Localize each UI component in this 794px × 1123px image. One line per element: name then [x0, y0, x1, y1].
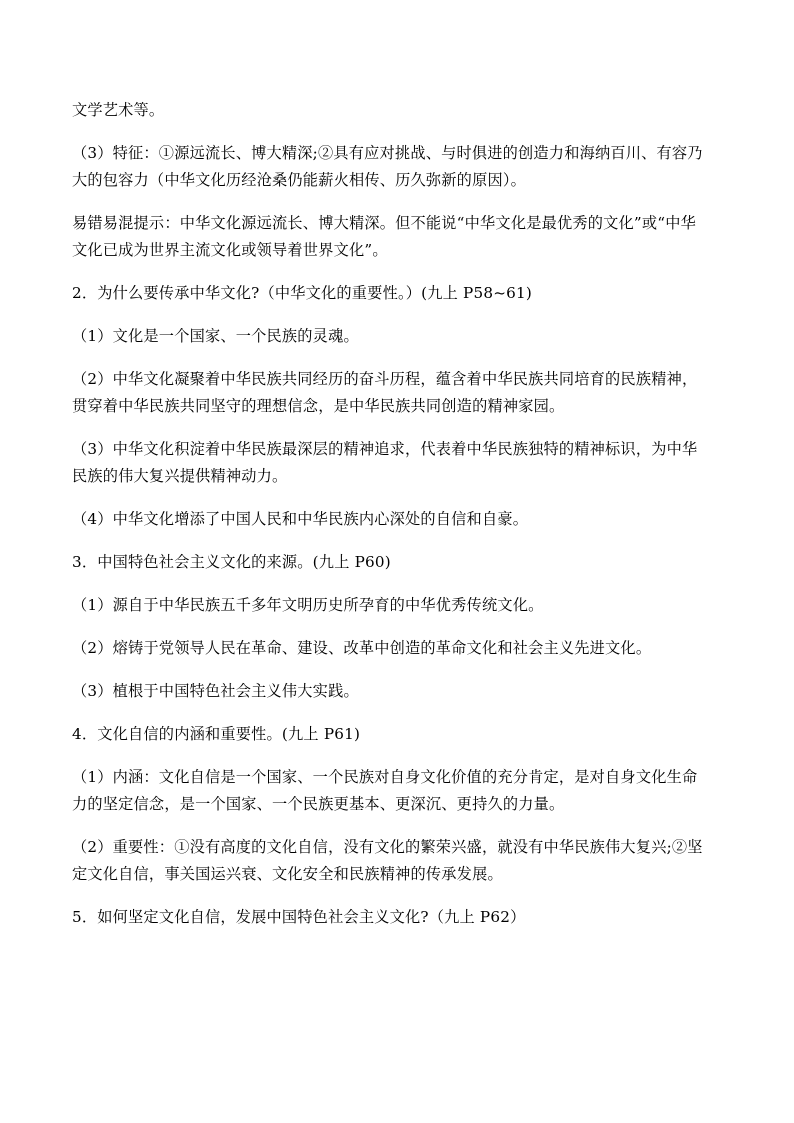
text-line: 民族的伟大复兴提供精神动力。 [72, 467, 288, 485]
text-line: （4）中华文化增添了中国人民和中华民族内心深处的自信和自豪。 [72, 510, 529, 528]
section-heading: 5．如何坚定文化自信，发展中国特色社会主义文化?（九上 P62） [72, 908, 526, 926]
section-heading: 3．中国特色社会主义文化的来源。(九上 P60) [72, 553, 391, 571]
section-heading: 2．为什么要传承中华文化?（中华文化的重要性。）(九上 P58~61) [72, 284, 532, 302]
text-line: （3）植根于中国特色社会主义伟大实践。 [72, 682, 359, 700]
text-line: 易错易混提示：中华文化源远流长、博大精深。但不能说“中华文化是最优秀的文化”或“中华 [72, 214, 697, 232]
text-line: （2）熔铸于党领导人民在革命、建设、改革中创造的革命文化和社会主义先进文化。 [72, 639, 652, 657]
text-line: （2）重要性：①没有高度的文化自信，没有文化的繁荣兴盛，就没有中华民族伟大复兴;②坚 [72, 838, 703, 856]
section-heading: 4．文化自信的内涵和重要性。(九上 P61) [72, 725, 361, 743]
text-line: 文化已成为世界主流文化或领导着世界文化”。 [72, 241, 388, 259]
text-line: （3）中华文化积淀着中华民族最深层的精神追求，代表着中华民族独特的精神标识，为中华 [72, 440, 698, 458]
text-line: 定文化自信，事关国运兴衰、文化安全和民族精神的传承发展。 [72, 865, 503, 883]
text-line: （1）文化是一个国家、一个民族的灵魂。 [72, 327, 359, 345]
text-line: 文学艺术等。 [72, 101, 165, 119]
text-line: 贯穿着中华民族共同坚守的理想信念，是中华民族共同创造的精神家园。 [72, 397, 565, 415]
text-line: 大的包容力（中华文化历经沧桑仍能薪火相传、历久弥新的原因）。 [72, 171, 527, 189]
text-line: （1）内涵：文化自信是一个国家、一个民族对自身文化价值的充分肯定，是对自身文化生命 [72, 768, 698, 786]
text-line: （3）特征：①源远流长、博大精深;②具有应对挑战、与时俱进的创造力和海纳百川、有容乃 [72, 144, 703, 162]
document-body [72, 100, 722, 929]
text-line: 力的坚定信念，是一个国家、一个民族更基本、更深沉、更持久的力量。 [72, 795, 565, 813]
text-line: （2）中华文化凝聚着中华民族共同经历的奋斗历程，蕴含着中华民族共同培育的民族精神， [72, 370, 698, 388]
text-line: （1）源自于中华民族五千多年文明历史所孕育的中华优秀传统文化。 [72, 596, 544, 614]
